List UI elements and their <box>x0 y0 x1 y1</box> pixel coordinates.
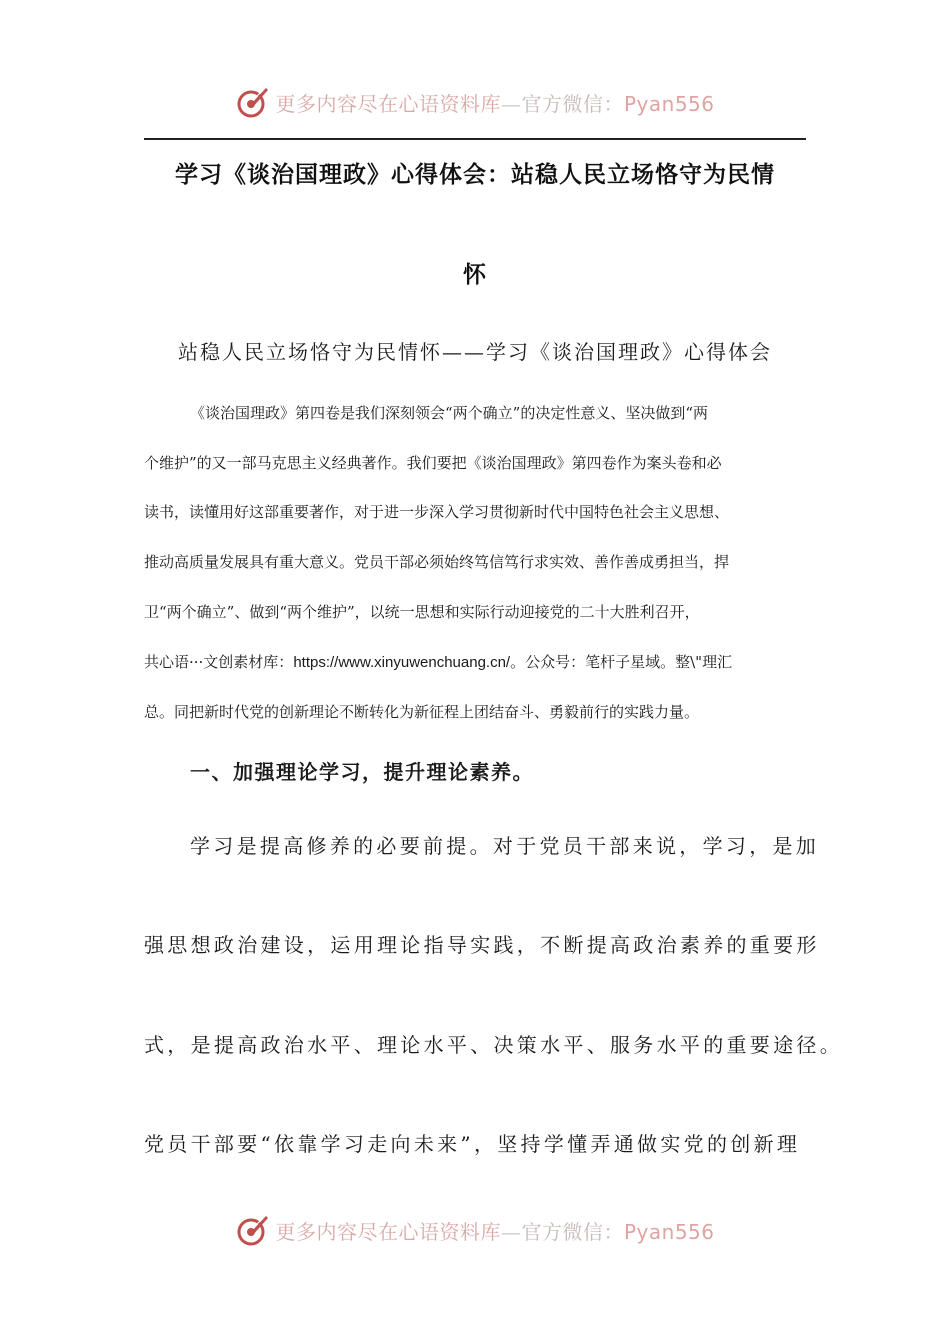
intro-line: 总。同把新时代党的创新理论不断转化为新征程上团结奋斗、勇毅前行的实践力量。 <box>144 703 700 721</box>
banner-dash: — <box>500 1219 522 1244</box>
body-line: 强思想政治建设，运用理论指导实践，不断提高政治素养的重要形 <box>144 933 820 957</box>
resource-link[interactable]: https://www.xinyuwenchuang.cn/ <box>293 654 511 671</box>
body-line: 党员干部要“依靠学习走向未来”，坚持学懂弄通做实党的创新理 <box>144 1132 801 1156</box>
banner-wechat-id: Pyan556 <box>623 91 715 116</box>
banner-text <box>275 88 714 117</box>
header-banner <box>0 82 950 122</box>
banner-wechat-label: 官方微信： <box>521 1219 624 1244</box>
banner-site: 更多内容尽在心语资料库 <box>275 1219 501 1244</box>
banner-dash: — <box>500 91 522 116</box>
header-rule <box>144 138 806 140</box>
intro-line: 个维护”的又一部马克思主义经典著作。我们要把《谈治国理政》第四卷作为案头卷和必 <box>144 454 722 472</box>
footer-banner <box>0 1210 950 1250</box>
document-title-line-1: 学习《谈治国理政》心得体会：站稳人民立场恪守为民情 <box>175 162 775 188</box>
body-line: 式，是提高政治水平、理论水平、决策水平、服务水平的重要途径。 <box>144 1033 843 1057</box>
intro-text: 共心语···文创素材库： <box>144 653 294 671</box>
banner-text <box>275 1216 714 1245</box>
intro-text: 。公众号：笔杆子星域。整\"理汇 <box>510 653 733 671</box>
banner-site: 更多内容尽在心语资料库 <box>275 91 501 116</box>
quill-logo-icon <box>235 1212 271 1248</box>
banner-wechat-id: Pyan556 <box>623 1219 715 1244</box>
intro-line: 卫“两个确立”、做到“两个维护”，以统一思想和实际行动迎接党的二十大胜利召开， <box>144 603 700 621</box>
intro-line: 推动高质量发展具有重大意义。党员干部必须始终笃信笃行求实效、善作善成勇担当，捍 <box>144 553 730 571</box>
quill-logo-icon <box>235 84 271 120</box>
section-heading: 一、加强理论学习，提升理论素养。 <box>190 760 534 784</box>
intro-line-with-link <box>144 651 806 672</box>
banner-wechat-label: 官方微信： <box>521 91 624 116</box>
intro-line: 读书，读懂用好这部重要著作，对于进一步深入学习贯彻新时代中国特色社会主义思想、 <box>144 503 730 521</box>
document-title-line-2: 怀 <box>463 262 487 288</box>
document-subtitle: 站稳人民立场恪守为民情怀——学习《谈治国理政》心得体会 <box>178 340 772 364</box>
intro-line: 《谈治国理政》第四卷是我们深刻领会“两个确立”的决定性意义、坚决做到“两 <box>190 404 709 422</box>
body-line: 学习是提高修养的必要前提。对于党员干部来说，学习，是加 <box>190 834 820 858</box>
